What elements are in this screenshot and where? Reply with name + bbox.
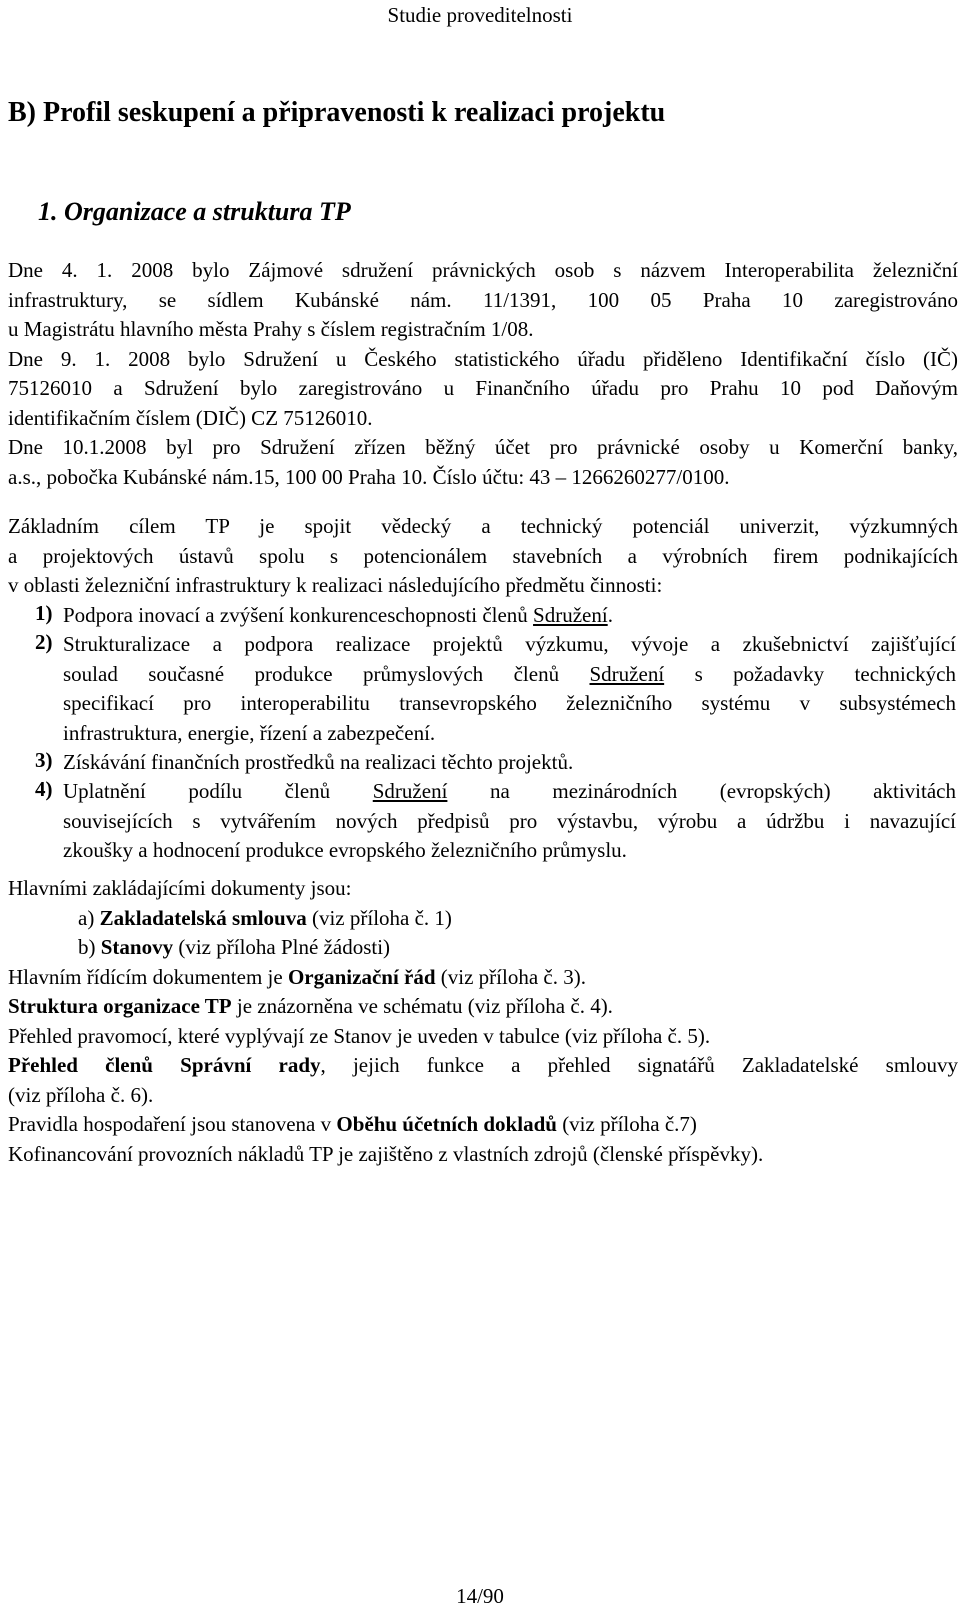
page-number: 14/90 bbox=[456, 1584, 504, 1608]
sdruzeni-link[interactable]: Sdružení bbox=[533, 603, 608, 627]
document-item-b: b) Stanovy (viz příloha Plné žádosti) bbox=[78, 935, 391, 959]
text-line: Dne 4. 1. 2008 bylo Zájmové sdružení právnických osob s názvem Interoperabilita železniční bbox=[8, 258, 958, 282]
list-number: 1) bbox=[35, 601, 53, 625]
sdruzeni-link[interactable]: Sdružení bbox=[589, 661, 665, 686]
list-text: Uplatnění podílu členů Sdružení na mezinárodních (evropských) aktivitách souvisejících s vytvářením nových předpisů pro výstavbu, výrobu a údržbu i navazující zkoušky a hodnocení produkce evropského železničního průmyslu. bbox=[63, 779, 956, 862]
documents-heading: Hlavními zakládajícími dokumenty jsou: bbox=[8, 876, 352, 900]
goal-paragraph bbox=[8, 512, 958, 601]
text-line: a projektových ústavů spolu s potencionálem stavebních a výrobních firem podnikajících bbox=[8, 543, 958, 568]
text-line: Hlavním řídícím dokumentem je Organizační řád (viz příloha č. 3). bbox=[8, 964, 586, 989]
running-header: Studie proveditelnosti bbox=[387, 3, 573, 27]
list-item bbox=[35, 601, 956, 631]
text-line: identifikačním číslem (DIČ) CZ 75126010. bbox=[8, 405, 373, 430]
text-line: (viz příloha č. 6). bbox=[8, 1082, 154, 1107]
list-number: 4) bbox=[35, 777, 53, 801]
text-line: Kofinancování provozních nákladů TP je zajištěno z vlastních zdrojů (členské příspěvky). bbox=[8, 1141, 764, 1166]
list-text: Strukturalizace a podpora realizace projektů výzkumu, vývoje a zkušebnictví zajišťující soulad současné produkce průmyslových členů Sdružení s požadavky technických specifikací pro interoperabilitu transevropského železničního systému v subsystémech infrastruktura, energie, řízení a zabezpečení. bbox=[63, 632, 956, 745]
text-line: Přehled členů Správní rady, jejich funkce a přehled signatářů Zakladatelské smlouvy bbox=[8, 1053, 958, 1077]
list-item bbox=[35, 777, 956, 867]
section-subtitle: 1. Organizace a struktura TP bbox=[38, 197, 351, 226]
text-line: Přehled pravomocí, které vyplývají ze Stanov je uveden v tabulce (viz příloha č. 5). bbox=[8, 1023, 711, 1048]
text-line: Základním cílem TP je spojit vědecký a technický potenciál univerzit, výzkumných bbox=[8, 514, 958, 538]
list-number: 3) bbox=[35, 748, 53, 772]
registration-paragraph bbox=[8, 256, 958, 492]
text-line: Dne 10.1.2008 byl pro Sdružení zřízen běžný účet pro právnické osoby u Komerční banky, bbox=[8, 435, 958, 459]
documents-section bbox=[8, 874, 958, 1169]
document-item-a: a) Zakladatelská smlouva (viz příloha č. 1) bbox=[78, 905, 452, 930]
sdruzeni-link[interactable]: Sdružení bbox=[372, 779, 448, 803]
text-line: Pravidla hospodaření jsou stanovena v Oběhu účetních dokladů (viz příloha č.7) bbox=[8, 1112, 697, 1136]
text-line: Dne 9. 1. 2008 bylo Sdružení u Českého statistického úřadu přiděleno Identifikační číslo (IČ) bbox=[8, 346, 958, 371]
list-item bbox=[35, 748, 956, 778]
text-line: a.s., pobočka Kubánské nám.15, 100 00 Praha 10. Číslo účtu: 43 – 1266260277/0100. bbox=[8, 464, 730, 489]
text-line: Struktura organizace TP je znázorněna ve schématu (viz příloha č. 4). bbox=[8, 994, 613, 1018]
text-line: v oblasti železniční infrastruktury k realizaci následujícího předmětu činnosti: bbox=[8, 573, 663, 597]
text-line: u Magistrátu hlavního města Prahy s číslem registračním 1/08. bbox=[8, 317, 534, 341]
section-title: B) Profil seskupení a připravenosti k realizaci projektu bbox=[8, 97, 666, 128]
text-line: infrastruktury, se sídlem Kubánské nám. 11/1391, 100 05 Praha 10 zaregistrováno bbox=[8, 287, 958, 312]
list-text: Podpora inovací a zvýšení konkurenceschopnosti členů Sdružení. bbox=[63, 603, 613, 627]
list-item bbox=[35, 630, 956, 750]
list-number: 2) bbox=[35, 630, 53, 654]
text-line: 75126010 a Sdružení bylo zaregistrováno u Finančního úřadu pro Prahu 10 pod Daňovým bbox=[8, 376, 958, 400]
list-text: Získávání finančních prostředků na realizaci těchto projektů. bbox=[63, 750, 574, 774]
